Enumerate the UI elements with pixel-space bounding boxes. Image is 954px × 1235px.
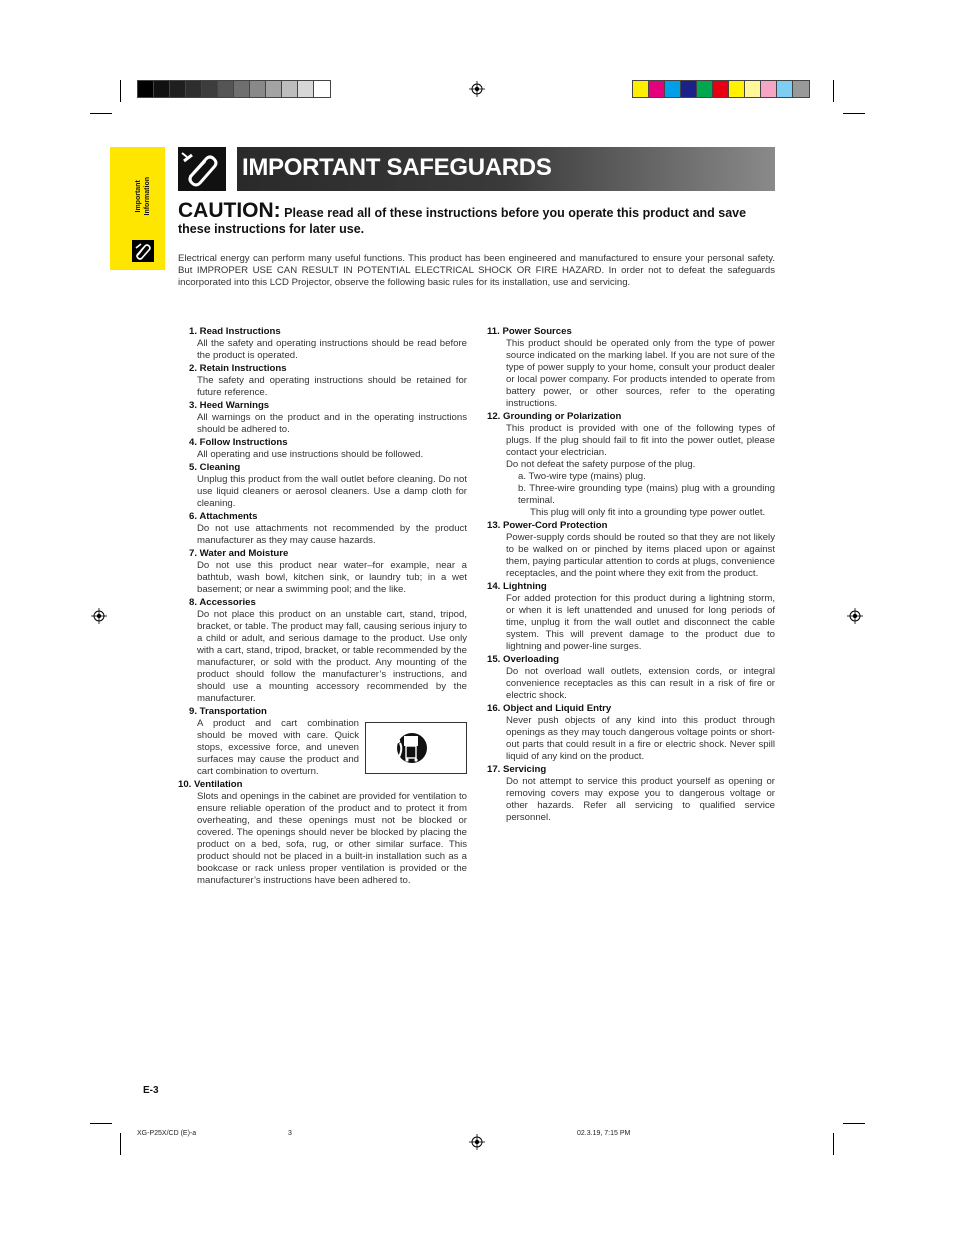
item-number: 7.: [188, 548, 197, 559]
calibration-swatch: [266, 81, 282, 97]
item-title: Object and Liquid Entry: [503, 703, 612, 714]
calibration-swatch: [633, 81, 649, 97]
caution-statement: [178, 199, 775, 237]
crop-mark: [90, 113, 112, 114]
item-title: Water and Moisture: [199, 548, 289, 559]
calibration-swatch: [649, 81, 665, 97]
list-item: [178, 779, 467, 887]
calibration-swatch: [314, 81, 330, 97]
calibration-swatch: [777, 81, 793, 97]
list-item: [178, 363, 467, 399]
item-number: 9.: [188, 706, 197, 717]
item-number: 4.: [188, 437, 197, 448]
item-body: Do not attempt to service this product yourself as opening or removing covers may expose you to dangerous voltage or other hazards. Refer all servicing to qualified service personnel.: [506, 776, 775, 823]
list-item: [487, 764, 775, 824]
calibration-swatch: [298, 81, 314, 97]
item-title: Transportation: [199, 706, 267, 717]
item-number: 14.: [487, 581, 501, 592]
list-item: [487, 520, 775, 580]
caution-text: Please read all of these instructions before you operate this product and save these instructions for later use.: [178, 206, 747, 236]
footer-timestamp: 02.3.19, 7:15 PM: [577, 1130, 631, 1137]
item-body: All operating and use instructions should be followed.: [197, 449, 424, 460]
page-number: E-3: [143, 1085, 159, 1096]
gray-calibration-bar: [137, 80, 331, 98]
calibration-swatch: [250, 81, 266, 97]
item-title: Overloading: [503, 654, 559, 665]
item-title: Power-Cord Protection: [503, 520, 608, 531]
calibration-swatch: [202, 81, 218, 97]
page-title: IMPORTANT SAFEGUARDS: [242, 154, 552, 181]
list-item: [487, 654, 775, 702]
crop-mark: [120, 80, 121, 102]
item-body: This product should be operated only from the type of power source indicated on the marking label. If you are not sure of the type of power supply to your home, consult your product dealer or local power company. For products intended to operate from battery power, or other sources, refer to the operating instructions.: [506, 338, 775, 409]
item-number: 6.: [188, 511, 197, 522]
crop-mark: [120, 1133, 121, 1155]
registration-mark-icon: [91, 608, 107, 624]
item-number: 13.: [487, 520, 501, 531]
list-item: [178, 706, 467, 778]
list-item: [178, 462, 467, 510]
list-item: [178, 548, 467, 596]
item-body: The safety and operating instructions should be retained for future reference.: [197, 375, 467, 398]
side-tab-label-line1: Important: [135, 180, 142, 213]
cart-tip-over-warning-icon: [365, 722, 467, 774]
calibration-swatch: [234, 81, 250, 97]
item-title: Read Instructions: [199, 326, 281, 337]
item-number: 15.: [487, 654, 501, 665]
calibration-swatch: [793, 81, 809, 97]
side-tab-label: [134, 177, 154, 216]
calibration-swatch: [282, 81, 298, 97]
side-tab-label-line2: Information: [144, 177, 151, 216]
list-item: [178, 597, 467, 705]
registration-mark-icon: [469, 1134, 485, 1150]
crop-mark: [833, 80, 834, 102]
item-number: 5.: [188, 462, 197, 473]
item-number: 16.: [487, 703, 501, 714]
item-number: 10.: [178, 779, 192, 790]
list-item: [487, 326, 775, 410]
crop-mark: [843, 1123, 865, 1124]
item-body: All the safety and operating instructions should be read before the product is operated.: [197, 338, 467, 361]
registration-mark-icon: [847, 608, 863, 624]
caution-word: CAUTION:: [178, 199, 281, 222]
sub-item: b. Three-wire grounding type (mains) plug with a grounding terminal.: [518, 483, 775, 506]
item-title: Accessories: [199, 597, 256, 608]
calibration-swatch: [729, 81, 745, 97]
crop-mark: [90, 1123, 112, 1124]
crop-mark: [843, 113, 865, 114]
item-body: Do not place this product on an unstable cart, stand, tripod, bracket, or table. The product may fall, causing serious injury to a child or adult, and serious damage to the product. Use only with a cart, stand, tripod, bracket, or table recommended by the manufacturer, or sold with the product. Any mounting of the product should follow the manufacturer’s instructions, and should use a mounting accessory recommended by the manufacturer.: [197, 609, 467, 704]
list-item: [487, 411, 775, 519]
item-body: Slots and openings in the cabinet are provided for ventilation to ensure reliable operation of the product and to protect it from overheating, and these openings must not be blocked or covered. The openings should never be blocked by placing the product on a bed, sofa, rug, or other similar surface. This product should not be placed in a built-in installation such as a bookcase or rack unless proper ventilation is provided or the manufacturer’s instructions have been adhered to.: [197, 791, 467, 886]
instructions-right-column: [487, 326, 775, 825]
item-number: 3.: [188, 400, 197, 411]
item-body: A product and cart combination should be moved with care. Quick stops, excessive force, and uneven surfaces may cause the product and cart combination to overturn.: [197, 718, 359, 777]
item-body: Never push objects of any kind into this product through openings as they may touch dangerous voltage points or short-out parts that could result in a fire or electric shock. Never spill liquid of any kind on the product.: [506, 715, 775, 762]
calibration-swatch: [665, 81, 681, 97]
calibration-swatch: [138, 81, 154, 97]
list-item: [487, 581, 775, 653]
calibration-swatch: [681, 81, 697, 97]
item-body: Power-supply cords should be routed so that they are not likely to be walked on or pinched by items placed upon or against them, paying particular attention to cords at plugs, convenience receptacles, and the point where they exit from the product.: [506, 532, 775, 579]
item-number: 12.: [487, 411, 501, 422]
registration-mark-icon: [469, 81, 485, 97]
calibration-swatch: [713, 81, 729, 97]
paperclip-icon: [132, 240, 154, 262]
list-item: [178, 437, 467, 461]
safeguards-paperclip-icon: [178, 147, 226, 191]
intro-paragraph: Electrical energy can perform many useful functions. This product has been engineered and manufactured to ensure your personal safety. But IMPROPER USE CAN RESULT IN POTENTIAL ELECTRICAL SHOCK OR FIRE HAZARD. In order not to defeat the safeguards incorporated into this LCD Projector, observe the following basic rules for its installation, use and servicing.: [178, 253, 775, 288]
calibration-swatch: [186, 81, 202, 97]
item-body: Do not use attachments not recommended by the product manufacturer as they may cause hazards.: [197, 523, 467, 546]
instructions-left-column: [178, 326, 467, 888]
page-title-bar: [237, 147, 775, 191]
item-title: Heed Warnings: [199, 400, 270, 411]
crop-mark: [833, 1133, 834, 1155]
calibration-swatch: [761, 81, 777, 97]
item-number: 2.: [188, 363, 197, 374]
list-item: [178, 511, 467, 547]
item-title: Retain Instructions: [199, 363, 287, 374]
item-number: 8.: [188, 597, 197, 608]
calibration-swatch: [745, 81, 761, 97]
sub-item: a. Two-wire type (mains) plug.: [518, 471, 646, 482]
calibration-swatch: [154, 81, 170, 97]
item-title: Grounding or Polarization: [503, 411, 622, 422]
item-number: 1.: [188, 326, 197, 337]
list-item: [178, 326, 467, 362]
item-number: 11.: [487, 326, 500, 337]
item-title: Attachments: [199, 511, 258, 522]
item-body: Unplug this product from the wall outlet before cleaning. Do not use liquid cleaners or aerosol cleaners. Use a damp cloth for cleaning.: [197, 474, 467, 509]
color-calibration-bar: [632, 80, 810, 98]
item-body: Do not use this product near water–for example, near a bathtub, wash bowl, kitchen sink, or laundry tub; in a wet basement; or near a swimming pool; and the like.: [197, 560, 467, 595]
item-title: Ventilation: [194, 779, 243, 790]
item-body: All warnings on the product and in the operating instructions should be adhered to.: [197, 412, 467, 435]
calibration-swatch: [697, 81, 713, 97]
calibration-swatch: [170, 81, 186, 97]
list-item: [178, 400, 467, 436]
footer-page-index: 3: [288, 1130, 292, 1137]
footer-file-name: XG-P25X/CD (E)-a: [137, 1130, 197, 1137]
item-title: Cleaning: [199, 462, 241, 473]
item-number: 17.: [487, 764, 501, 775]
item-body: Do not overload wall outlets, extension cords, or integral convenience receptacles as this can result in a risk of fire or electric shock.: [506, 666, 775, 701]
item-title: Lightning: [503, 581, 547, 592]
item-body: Do not defeat the safety purpose of the plug.: [506, 459, 696, 470]
item-body: For added protection for this product during a lightning storm, or when it is left unattended and unused for long periods of time, unplug it from the wall outlet and disconnect the cable system. This will prevent damage to the product due to lightning and power-line surges.: [506, 593, 775, 652]
item-title: Power Sources: [502, 326, 572, 337]
item-title: Servicing: [503, 764, 547, 775]
item-body: This product is provided with one of the following types of plugs. If the plug should fail to fit into the power outlet, please contact your electrician.: [506, 423, 775, 458]
sub-item-note: This plug will only fit into a grounding type power outlet.: [530, 507, 766, 518]
item-title: Follow Instructions: [199, 437, 288, 448]
list-item: [487, 703, 775, 763]
side-section-tab: [110, 147, 165, 270]
calibration-swatch: [218, 81, 234, 97]
